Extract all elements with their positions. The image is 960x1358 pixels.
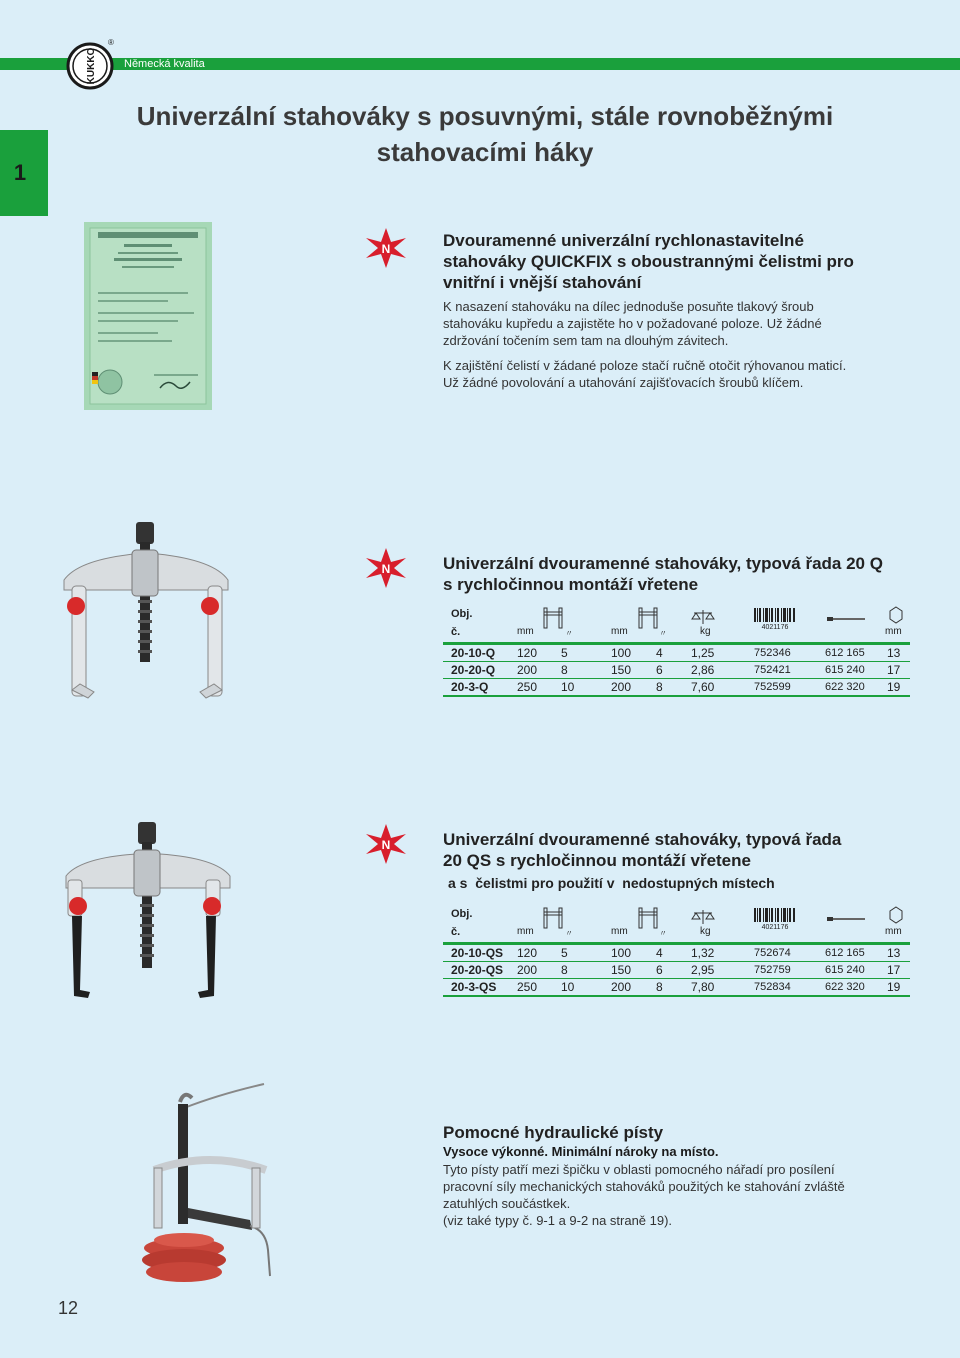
svg-text:N: N <box>381 242 391 256</box>
span-depth-icon <box>538 604 568 632</box>
svg-text:N: N <box>381 838 391 852</box>
table-row: 20-20-Q 200 8 150 6 2,86 752421 615 240 17 <box>443 661 910 678</box>
table-header: Obj. č. mm 〃 mm 〃 kg 4021176 mm <box>443 604 910 642</box>
table-separator <box>443 695 910 697</box>
width-symbol-icon: 〃 <box>565 929 573 938</box>
section1-title: Dvouramenné univerzální rychlonastavitelné stahováky QUICKFIX s oboustrannými čelistmi pro vnitřní i vnější stahování <box>443 231 854 292</box>
svg-text:N: N <box>381 562 391 576</box>
hydraulic-piston-image <box>140 1080 280 1292</box>
section2-title: Univerzální dvouramenné stahováky, typová řada 20 Q s rychločinnou montáží vřetene <box>443 554 883 594</box>
barcode-icon <box>754 908 796 930</box>
puller-20q-image <box>58 520 238 700</box>
kukko-logo <box>66 42 114 90</box>
spindle-icon <box>827 914 867 924</box>
new-product-badge-icon <box>366 228 406 268</box>
width-symbol-icon: 〃 <box>659 629 667 638</box>
table-header: Obj. č. mm 〃 mm 〃 kg 4021176 mm <box>443 904 910 942</box>
puller-20qs-image <box>58 820 238 1000</box>
table-row: 20-20-QS 200 8 150 6 2,95 752759 615 240 17 <box>443 961 910 978</box>
spindle-icon <box>827 614 867 624</box>
patent-certificate-image <box>84 222 212 410</box>
svg-text:KUKKO: KUKKO <box>86 47 97 85</box>
hexagon-nut-icon <box>889 606 903 624</box>
table-separator <box>443 995 910 997</box>
chapter-number: 1 <box>13 160 27 185</box>
page-title <box>80 98 890 170</box>
table-row: 20-3-Q 250 10 200 8 7,60 752599 622 320 19 <box>443 678 910 695</box>
section3-subtitle: a s čelistmi pro použití v nedostupných místech <box>448 875 775 891</box>
svg-text:4021176: 4021176 <box>761 924 789 930</box>
quality-label: Německá kvalita <box>124 58 205 70</box>
section1-paragraph-2: K zajištění čelistí v žádané poloze stačí ručně otočit rýhovanou maticí. Už žádné povolování a utahování zajišťovacích šroubů klíčem. <box>443 358 847 390</box>
table-20q <box>443 604 910 697</box>
table-row: 20-10-QS 120 5 100 4 1,32 752674 612 165 13 <box>443 944 910 961</box>
page-number: 12 <box>58 1298 79 1318</box>
width-symbol-icon: 〃 <box>659 929 667 938</box>
new-product-badge-icon <box>366 824 406 864</box>
section3-title: Univerzální dvouramenné stahováky, typová řada 20 QS s rychločinnou montáží vřetene <box>443 830 842 870</box>
table-row: 20-10-Q 120 5 100 4 1,25 752346 612 165 13 <box>443 644 910 661</box>
new-product-badge-icon <box>366 548 406 588</box>
section1-paragraph-1: K nasazení stahováku na dílec jednoduše posuňte tlakový šroub stahováku kupředu a zajistěte ho v požadované poloze. Už žádné zdržování točením sem tam na dlouhým závitech. <box>443 299 822 348</box>
span-depth-icon <box>538 904 568 932</box>
barcode-icon <box>754 608 796 630</box>
hexagon-nut-icon <box>889 906 903 924</box>
table-20qs <box>443 904 910 997</box>
width-symbol-icon: 〃 <box>565 629 573 638</box>
section4-paragraph: Tyto písty patří mezi špičku v oblasti pomocného nářadí pro posílení pracovní síly mechanických stahováků použitých ke stahování zvláště zatuhlých součástkek. (viz také typy č. 9-1 a 9-2 na straně 19). <box>443 1162 845 1228</box>
section4-subtitle: Vysoce výkonné. Minimální nároky na místo. <box>443 1144 719 1159</box>
scale-weight-icon <box>691 908 715 926</box>
table-row: 20-3-QS 250 10 200 8 7,80 752834 622 320 19 <box>443 978 910 995</box>
scale-weight-icon <box>691 608 715 626</box>
registered-mark: ® <box>108 38 114 47</box>
page-title-line-1: Univerzální stahováky s posuvnými, stále rovnoběžnými <box>136 101 834 131</box>
svg-text:4021176: 4021176 <box>761 624 789 630</box>
section4-title: Pomocné hydraulické písty <box>443 1123 664 1142</box>
page-title-line-2: stahovacími háky <box>376 137 594 167</box>
